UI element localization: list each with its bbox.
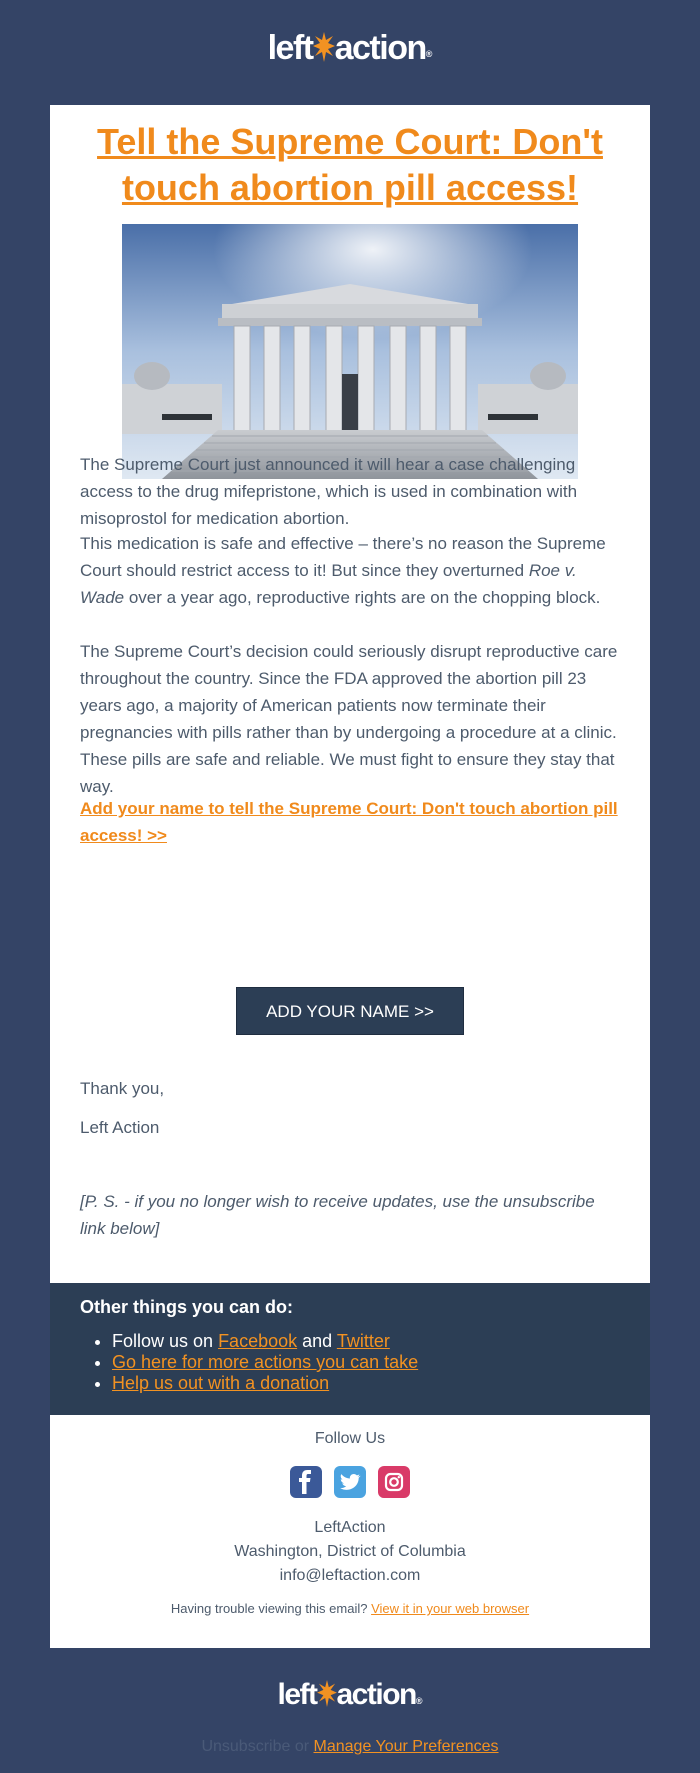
list-item [112,1352,418,1373]
thanks-text: Thank you, [80,1079,165,1098]
cta-paragraph [80,795,620,849]
starburst-icon [317,1680,337,1707]
list-item [112,1373,418,1394]
twitter-icon[interactable] [334,1466,366,1498]
other-actions-title: Other things you can do: [80,1297,294,1317]
supreme-court-image[interactable] [122,224,578,479]
unsubscribe-link[interactable]: Unsubscribe [201,1738,291,1755]
add-your-name-button[interactable]: ADD YOUR NAME >> [236,987,464,1035]
paragraph-3: The Supreme Court’s decision could seriously disrupt reproductive care throughout the country. Since the FDA approved the abortion pill 23 years ago, a majority of American patients now terminate their pregnancies with pills rather than by undergoing a procedure at a clinic. These pills are safe and reliable. We must fight to ensure they stay that way. [80,642,618,796]
list-item: • Follow us on Facebook and Twitter [112,1331,418,1352]
facebook-link[interactable]: Facebook [218,1331,298,1351]
org-location: Washington, District of Columbia [234,1543,466,1560]
unsubscribe-line: Unsubscribe or Manage Your Preferences [201,1738,499,1755]
starburst-icon [313,32,335,62]
org-email: info@leftaction.com [279,1567,421,1584]
view-in-browser-link[interactable]: View it in your web browser [371,1601,530,1616]
other-actions-list [82,1331,418,1394]
paragraph-1: The Supreme Court just announced it will hear a case challenging access to the drug mifepristone, which is used in combination with misoprostol for medication abortion. [80,455,578,528]
hero-illustration [122,224,578,479]
more-actions-link[interactable]: Go here for more actions you can take [112,1352,419,1372]
headline-link[interactable]: Tell the Supreme Court: Don't touch abortion pill access! [97,121,603,208]
social-icons [50,1466,650,1498]
footer-card [50,1415,650,1648]
manage-preferences-link[interactable]: Manage Your Preferences [313,1738,499,1755]
follow-us-label: Follow Us [314,1430,386,1447]
instagram-icon[interactable] [378,1466,410,1498]
paragraph-2: This medication is safe and effective – there’s no reason the Supreme Court should restrict access to it! But since they overturned Roe v. Wade over a year ago, reproductive rights are on the chopping block. [80,534,606,607]
email-body-card [50,105,650,1283]
trouble-viewing: Having trouble viewing this email? View it in your web browser [170,1601,530,1616]
leftaction-logo: left action® [277,1678,423,1711]
headline [80,119,620,211]
footer-address [50,1516,650,1588]
header-logo[interactable] [0,28,700,68]
twitter-link[interactable]: Twitter [336,1331,390,1351]
signature: Left Action [80,1118,160,1137]
facebook-icon[interactable] [290,1466,322,1498]
footer-logo[interactable] [0,1675,700,1715]
ps-note: [P. S. - if you no longer wish to receive updates, use the unsubscribe link below] [80,1192,595,1238]
other-actions-section [50,1283,650,1415]
add-name-link[interactable]: Add your name to tell the Supreme Court: Don't touch abortion pill access! >> [80,799,618,845]
org-name: LeftAction [314,1519,386,1536]
donation-link[interactable]: Help us out with a donation [112,1373,330,1393]
leftaction-logo: left action® [267,29,433,67]
